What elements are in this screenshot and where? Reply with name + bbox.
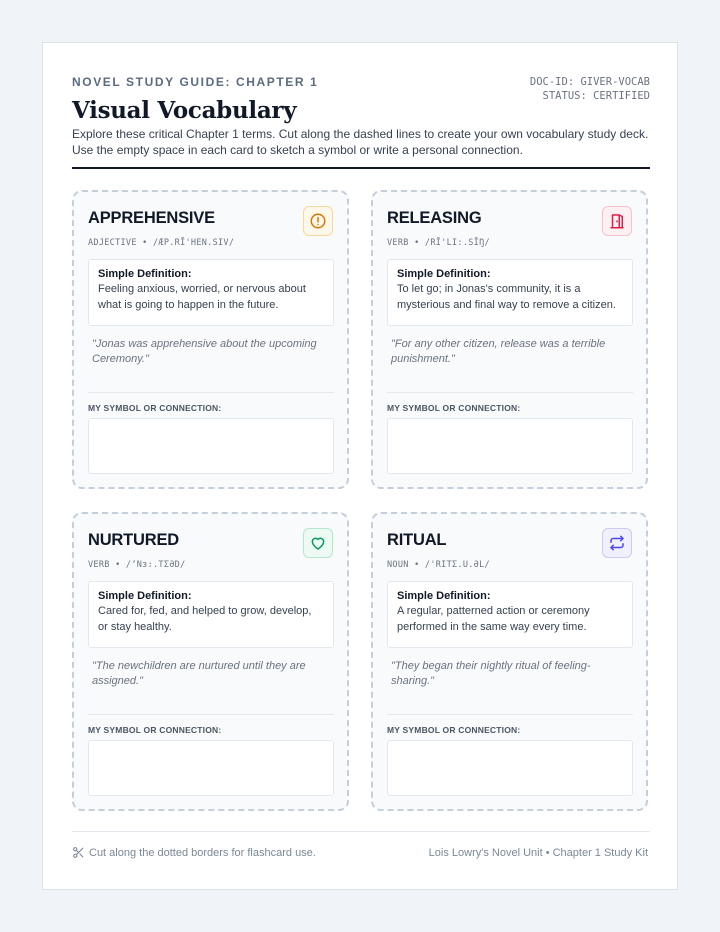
- symbol-sketch-area[interactable]: [387, 418, 633, 474]
- card-pronunciation: VERB • /ʼNɜ:.TƩƏD/: [88, 560, 186, 570]
- vocab-card-ritual[interactable]: [371, 512, 648, 811]
- card-term: APPREHENSIVE: [88, 209, 215, 227]
- definition-box: [88, 259, 334, 326]
- study-guide-page: [42, 42, 678, 890]
- guide-kicker: NOVEL STUDY GUIDE: CHAPTER 1: [72, 75, 319, 89]
- heart-icon: [303, 528, 333, 558]
- vocab-card-apprehensive[interactable]: [72, 190, 349, 489]
- example-quote: "The newchildren are nurtured until they are assigned.": [92, 660, 306, 687]
- header-rule: [72, 167, 650, 169]
- footer-cut-note: [72, 846, 316, 859]
- intro-text: Explore these critical Chapter 1 terms. Cut along the dashed lines to create your own vocabulary study deck. Use the empty space in each card to sketch a symbol or write a personal connection.: [72, 127, 649, 157]
- definition-box: [387, 581, 633, 648]
- card-divider: [88, 392, 334, 393]
- definition-heading: Simple Definition:: [397, 268, 491, 280]
- card-divider: [88, 714, 334, 715]
- vocab-card-nurtured[interactable]: [72, 512, 349, 811]
- symbol-sketch-area[interactable]: [88, 418, 334, 474]
- definition-text: Cared for, fed, and helped to grow, develop, or stay healthy.: [98, 605, 312, 633]
- footer-rule: [72, 831, 650, 832]
- card-pronunciation: VERB • /RĪ'LI:.SĪŊ/: [387, 238, 490, 248]
- card-term: NURTURED: [88, 531, 179, 549]
- symbol-label: MY SYMBOL OR CONNECTION:: [88, 725, 222, 735]
- example-quote: "For any other citizen, release was a terrible punishment.": [391, 338, 606, 365]
- symbol-sketch-area[interactable]: [387, 740, 633, 796]
- definition-text: A regular, patterned action or ceremony performed in the same way every time.: [397, 605, 590, 633]
- symbol-sketch-area[interactable]: [88, 740, 334, 796]
- card-divider: [387, 392, 633, 393]
- card-pronunciation: NOUN • /'RITƩ.U.ƏL/: [387, 560, 490, 570]
- card-term: RITUAL: [387, 531, 447, 549]
- page-header: [72, 75, 650, 124]
- door-icon: [602, 206, 632, 236]
- definition-heading: Simple Definition:: [397, 590, 491, 602]
- definition-text: Feeling anxious, worried, or nervous about what is going to happen in the future.: [98, 283, 306, 311]
- card-pronunciation: ADJECTIVE • /ÆP.RĪ'HEN.SIV/: [88, 238, 235, 248]
- example-quote: "Jonas was apprehensive about the upcoming Ceremony.": [92, 338, 317, 365]
- example-quote: "They began their nightly ritual of feeling-sharing.": [391, 660, 591, 687]
- symbol-label: MY SYMBOL OR CONNECTION:: [88, 403, 222, 413]
- symbol-label: MY SYMBOL OR CONNECTION:: [387, 403, 521, 413]
- definition-box: [387, 259, 633, 326]
- page-title: Visual Vocabulary: [72, 97, 297, 124]
- symbol-label: MY SYMBOL OR CONNECTION:: [387, 725, 521, 735]
- footer-left-text: Cut along the dotted borders for flashcard use.: [89, 846, 316, 859]
- scissors-icon: [72, 846, 85, 859]
- card-divider: [387, 714, 633, 715]
- document-meta: [530, 75, 650, 103]
- alert-icon: [303, 206, 333, 236]
- definition-box: [88, 581, 334, 648]
- definition-heading: Simple Definition:: [98, 590, 192, 602]
- card-term: RELEASING: [387, 209, 482, 227]
- definition-heading: Simple Definition:: [98, 268, 192, 280]
- definition-text: To let go; in Jonas's community, it is a mysterious and final way to remove a citizen.: [397, 283, 616, 311]
- doc-status: STATUS: CERTIFIED: [542, 90, 650, 102]
- doc-id: DOC-ID: GIVER-VOCAB: [529, 76, 650, 88]
- vocab-card-releasing[interactable]: [371, 190, 648, 489]
- footer-credit: Lois Lowry's Novel Unit • Chapter 1 Study Kit: [428, 847, 648, 859]
- repeat-icon: [602, 528, 632, 558]
